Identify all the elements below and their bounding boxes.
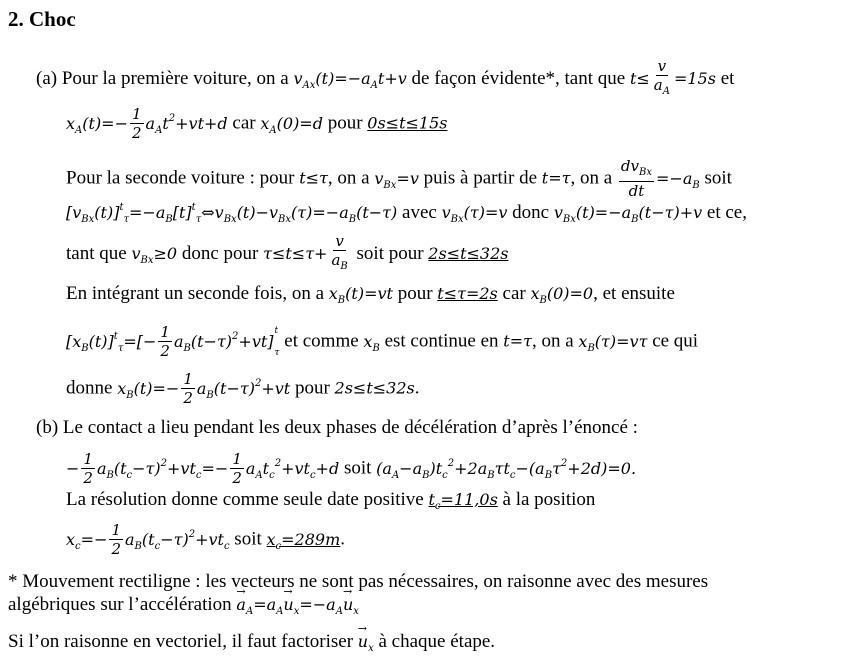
eq-range-a: 0s≤t≤15s: [367, 113, 448, 133]
eq-quadratic: $(a_A-a_B)t_c^2+2a_B\tau t_c-(a_B\tau^2+2d)=0$.: [376, 457, 637, 481]
eq-vector-accel: → $a_A=a_A\to u_x=-a_A\to u_x$: [236, 595, 358, 614]
part-a-line-5: tant que $v_{Bx}\ge 0$ donc pour τ≤t≤τ+ $\frac{v}{a_B}$ soit pour 2s≤t≤32s: [66, 232, 509, 272]
footnote-line-2: algébriques sur l’accélération → $a_A=a_A\to u_x=-a_A\to u_x$: [8, 594, 359, 623]
part-a-line-2: $x_A(t)=-$ $\frac{1}{2}$ $a_At^2+vt+d$ car $x_A(0)=d$ pour 0s≤t≤15s: [66, 105, 448, 142]
eq-dvdt: $\frac{dv_{Bx}}{dt}$ $=-a_B$: [620, 157, 700, 200]
part-b-line-3: La résolution donne comme seule date positive $t_c=11,0s$ à la position: [66, 489, 596, 512]
part-a-line-1: (a) Pour la première voiture, on a $v_{Ax}(t)=-a_At+v$ de façon évidente*, tant que t≤ $\frac{v}{a_A}$ =15s et: [36, 57, 735, 97]
part-a-line-4: $[v_{Bx}(t)]^t_\tau=-a_B[t]^t_\tau\Leftrightarrow v_{Bx}(t)-v_{Bx}(\tau)=-a_B(t-\tau)$ avec $v_{Bx}(\tau)=v$ donc $v_{Bx}(t)=-a_B(t-\tau)+v$ et ce,: [66, 202, 747, 225]
part-a-line-3: Pour la seconde voiture : pour t≤τ, on a $v_{Bx}=v$ puis à partir de t=τ, on a $\frac{dv_{Bx}}{dt}$ $=-a_B$ soit: [66, 157, 732, 200]
footnote-line-3: Si l’on raisonne en vectoriel, il faut factoriser → $u_x$ à chaque étape.: [8, 631, 495, 660]
part-b-line-2: − $\frac{1}{2}$ $a_B(t_c-\tau)^2+vt_c=-$ $\frac{1}{2}$ $a_At_c^2+vt_c+d$ soit $(a_A-a_B)t_c^2+2a_B\tau t_c-(a_B\tau^2+2d)=0$.: [66, 450, 637, 487]
eq-va: $v_{Ax}(t)=-a_At+v$: [293, 69, 407, 91]
part-b-line-4: $x_c=-$ $\frac{1}{2}$ $a_B(t_c-\tau)^2+vt_c$ soit $x_c=289m$.: [66, 521, 346, 558]
eq-xc: $x_c=289m$: [266, 529, 341, 552]
eq-tc: $t_c=11,0s$: [428, 490, 498, 512]
part-a-line-8: donne $x_B(t)=-$ $\frac{1}{2}$ $a_B(t-\tau)^2+vt$ pour 2s≤t≤32s.: [66, 370, 420, 407]
eq-integration-v: $[v_{Bx}(t)]^t_\tau=-a_B[t]^t_\tau\Leftrightarrow v_{Bx}(t)-v_{Bx}(\tau)=-a_B(t-\tau)$: [66, 202, 398, 225]
part-a-marker: (a): [36, 68, 58, 89]
footnote-line-1: * Mouvement rectiligne : les vecteurs ne sont pas nécessaires, on raisonne avec des mesures: [8, 571, 709, 592]
section-title: 2. Choc: [8, 7, 76, 31]
part-a-line-6: En intégrant un seconde fois, on a $x_B(t)=vt$ pour t≤τ=2s car $x_B(0)=0$, et ensuite: [66, 283, 675, 306]
eq-contact: − $\frac{1}{2}$ $a_B(t_c-\tau)^2+vt_c=-$ $\frac{1}{2}$ $a_At_c^2+vt_c+d$: [66, 450, 340, 487]
part-b-marker: (b): [36, 417, 59, 438]
eq-integration-x: $[x_B(t)]^t_\tau=[-$ $\frac{1}{2}$ $a_B(t-\tau)^2+vt$] t τ: [66, 323, 280, 360]
eq-unit-vector: → $u_x$: [358, 632, 374, 651]
part-a-line-7: $[x_B(t)]^t_\tau=[-$ $\frac{1}{2}$ $a_B(t-\tau)^2+vt$] t τ et comme $x_B$ est continue en t=τ, on a $x_B(\tau)=v\tau$ ce qui: [66, 323, 699, 360]
eq-xa0: $x_A(0)=d$: [260, 113, 323, 136]
part-b-line-1: (b) Le contact a lieu pendant les deux phases de décélération d’après l’énoncé :: [36, 417, 638, 438]
eq-xa: $x_A(t)=-$ $\frac{1}{2}$ $a_At^2+vt+d$: [66, 105, 228, 142]
eq-t-limit: t≤ $\frac{v}{a_A}$ =15s: [629, 57, 716, 97]
